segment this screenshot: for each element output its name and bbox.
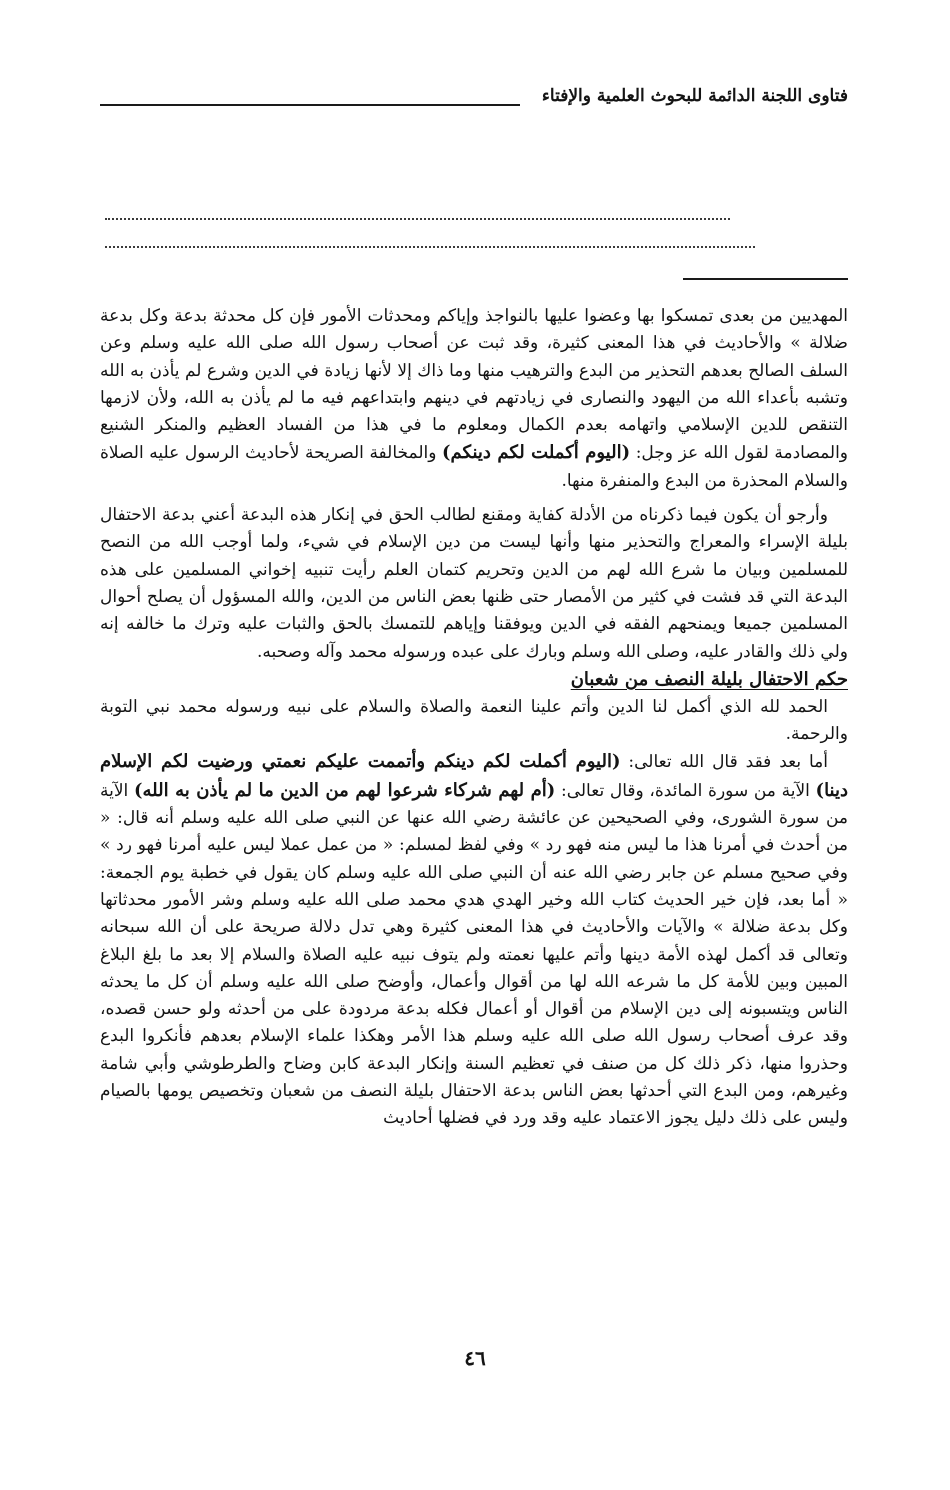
quran-quote: (اليوم أكملت لكم دينكم) xyxy=(442,442,631,464)
paragraph-text: المهديين من بعدى تمسكوا بها وعضوا عليها بالنواجذ وإياكم ومحدثات الأمور فإن كل محدثة بدعة وكل بدعة ضلالة » والأحاديث في هذا المعنى كثيرة، وقد ثبت عن أصحاب رسول الله صلى الله عليه وسلم وعن السلف الصالح بعدهم التحذير من البدع والترهيب منها وما ذاك إلا لأنها زيادة في الدين وشرع لم يأذن به الله وتشبه بأعداء الله من اليهود والنصارى في زيادتهم في دينهم وابتداعهم فيه ما لم يأذن به الله، ولأن لازمها التنقص للدين الإسلامي واتهامه بعدم الكمال ومعلوم ما في هذا من الفساد العظيم والمنكر الشنيع والمصادمة لقول الله عز وجل: xyxy=(100,306,848,464)
dotted-line-1 xyxy=(105,218,730,220)
section-heading xyxy=(100,666,848,694)
header-title: فتاوى اللجنة الدائمة للبحوث العلمية والإفتاء xyxy=(541,86,848,106)
paragraph-continuation xyxy=(100,303,848,495)
paragraph-conclusion: وأرجو أن يكون فيما ذكرناه من الأدلة كفاية ومقنع لطالب الحق في إنكار هذه البدعة أعني بدعة الاحتفال بليلة الإسراء والمعراج والتحذير منها وأنها ليست من دين الإسلام في شيء، ولما أوجب الله من النصح للمسلمين وبيان ما شرع الله لهم من الدين وتحريم كتمان العلم رأيت تنبيه إخواني المسلمين على هذه البدعة التي قد فشت في كثير من الأمصار حتى ظنها بعض الناس من الدين، والله المسؤول أن يصلح أحوال المسلمين جميعا ويمنحهم الفقه في الدين ويوفقنا وإياهم للتمسك بالحق والثبات عليه وترك ما خالفه إنه ولي ذلك والقادر عليه، وصلى الله وسلم وبارك على عبده ورسوله محمد وآله وصحبه. xyxy=(100,505,848,662)
paragraph-praise: الحمد لله الذي أكمل لنا الدين وأتم علينا النعمة والصلاة والسلام على نبيه ورسوله محمد نبي التوبة والرحمة. xyxy=(100,696,848,745)
paragraph-text: أما بعد فقد قال الله تعالى: xyxy=(628,752,828,773)
quran-quote: (اليوم أكملت لكم دينكم وأتممت عليكم نعمتي ورضيت لكم الإسلام دينا) xyxy=(100,751,848,801)
paragraph-main xyxy=(100,748,848,1132)
paragraph-text: الآية من سورة المائدة، وقال تعالى: xyxy=(560,780,810,801)
section-heading-text: حكم الاحتفال بليلة النصف من شعبان xyxy=(570,668,848,690)
separator-rule xyxy=(683,278,848,280)
paragraph-text: والمخالفة الصريحة لأحاديث الرسول عليه الصلاة والسلام المحذرة من البدع والمنفرة منها. xyxy=(100,443,848,491)
quran-quote: (أم لهم شركاء شرعوا لهم من الدين ما لم يأذن به الله) xyxy=(133,779,556,801)
dotted-line-2 xyxy=(105,246,755,248)
paragraph-text: الآية من سورة الشورى، وفي الصحيحين عن عائشة رضي الله عنها عن النبي صلى الله عليه وسلم أنه قال: « من أحدث في أمرنا هذا ما ليس منه فهو رد » وفي لفظ لمسلم: « من عمل عملا ليس عليه أمرنا فهو رد » وفي صحيح مسلم عن جابر رضي الله عنه أن النبي صلى الله عليه وسلم كان يقول في خطبة يوم الجمعة: « أما بعد، فإن خير الحديث كتاب الله وخير الهدي هدي محمد صلى الله عليه وسلم وشر الأمور محدثاتها وكل بدعة ضلالة » والآيات والأحاديث في هذا المعنى كثيرة وهي تدل دلالة صريحة على أن الله سبحانه وتعالى قد أكمل لهذه الأمة دينها وأتم عليها نعمته ولم يتوف نبيه عليه الصلاة والسلام إلا بعد ما بلغ البلاغ المبين وبين للأمة كل ما شرعه الله لها من أقوال وأعمال، وأوضح صلى الله عليه وسلم أن كل ما يحدثه الناس ويتسبونه إلى دين الإسلام من أقوال أو أعمال فكله بدعة مردودة على من أحدثه ولو حسن قصده، وقد عرف أصحاب رسول الله صلى الله عليه وسلم هذا الأمر وهكذا علماء الإسلام بعدهم فأنكروا البدع وحذروا منها، ذكر ذلك كل من صنف في تعظيم السنة وإنكار البدعة كابن وضاح والطرطوشي وأبي شامة وغيرهم، ومن البدع التي أحدثها بعض الناس بدعة الاحتفال بليلة النصف من شعبان وتخصيص يومها بالصيام وليس على ذلك دليل يجوز الاعتماد عليه وقد ورد في فضلها أحاديث xyxy=(100,780,848,1129)
page-number: ٤٦ xyxy=(464,1346,486,1370)
running-header xyxy=(100,86,848,118)
header-rule xyxy=(100,104,520,106)
body-text xyxy=(100,303,848,1323)
